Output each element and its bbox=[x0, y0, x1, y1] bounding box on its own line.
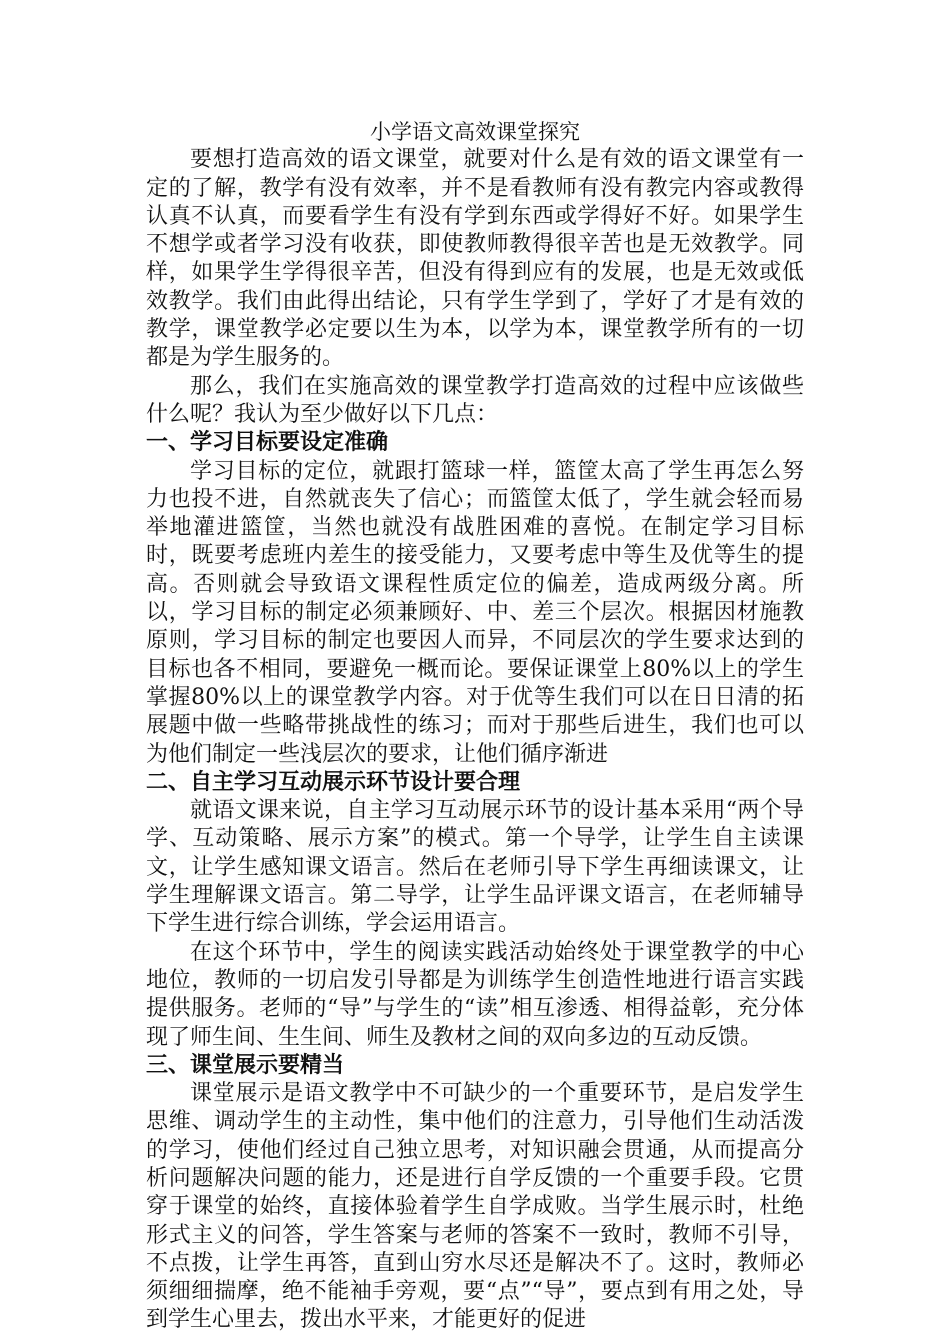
section-3-paragraph-1: 课堂展示是语文教学中不可缺少的一个重要环节，是启发学生思维、调动学生的主动性，集中他们的注意力，引导他们生动活泼的学习，使他们经过自己独立思考，对知识融会贯通，从而提高分析问题解决问题的能力，还是进行自学反馈的一个重要手段。它贯穿于课堂的始终，直接体验着学生自学成败。当学生展示时，杜绝形式主义的问答，学生答案与老师的答案不一致时，教师不引导，不点拨，让学生再答，直到山穷水尽还是解决不了。这时，教师必须细细揣摩，绝不能袖手旁观，要“点”“导”，要点到有用之处，导到学生心里去，拨出水平来，才能更好的促进 bbox=[146, 1081, 804, 1333]
section-2-paragraph-2: 在这个环节中，学生的阅读实践活动始终处于课堂教学的中心地位，教师的一切启发引导都是为训练学生创造性地进行语言实践提供服务。老师的“导”与学生的“读”相互渗透、相得益彰，充分体现了师生间、生生间、师生及教材之间的双向多边的互动反馈。 bbox=[146, 939, 804, 1050]
section-heading-2: 二、自主学习互动展示环节设计要合理 bbox=[146, 769, 521, 795]
intro-paragraph-1: 要想打造高效的语文课堂，就要对什么是有效的语文课堂有一定的了解，教学有没有效率，并不是看教师有没有教完内容或教得认真不认真，而要看学生有没有学到东西或学得好不好。如果学生不想学或者学习没有收获，即使教师教得很辛苦也是无效教学。同样，如果学生学得很辛苦，但没有得到应有的发展，也是无效或低效教学。我们由此得出结论，只有学生学到了，学好了才是有效的教学，课堂教学必定要以生为本，以学为本，课堂教学所有的一切都是为学生服务的。 bbox=[146, 147, 804, 371]
section-2-paragraph-1: 就语文课来说，自主学习互动展示环节的设计基本采用“两个导学、互动策略、展示方案”的模式。第一个导学，让学生自主读课文，让学生感知课文语言。然后在老师引导下学生再细读课文，让学生理解课文语言。第二导学，让学生品评课文语言，在老师辅导下学生进行综合训练，学会运用语言。 bbox=[146, 798, 804, 937]
section-heading-1: 一、学习目标要设定准确 bbox=[146, 430, 389, 456]
section-1-paragraph-1: 学习目标的定位，就跟打篮球一样，篮筐太高了学生再怎么努力也投不进，自然就丧失了信心；而篮筐太低了，学生就会轻而易举地灌进篮筐，当然也就没有战胜困难的喜悦。在制定学习目标时，既要考虑班内差生的接受能力，又要考虑中等生及优等生的提高。否则就会导致语文课程性质定位的偏差，造成两级分离。所以，学习目标的制定必须兼顾好、中、差三个层次。根据因材施教原则，学习目标的制定也要因人而异，不同层次的学生要求达到的目标也各不相同，要避免一概而论。要保证课堂上80%以上的学生掌握80%以上的课堂教学内容。对于优等生我们可以在日日清的拓展题中做一些略带挑战性的练习；而对于那些后进生，我们也可以为他们制定一些浅层次的要求，让他们循序渐进 bbox=[146, 458, 804, 767]
intro-paragraph-2: 那么，我们在实施高效的课堂教学打造高效的过程中应该做些什么呢？我认为至少做好以下几点： bbox=[146, 373, 804, 427]
document-title: 小学语文高效课堂探究 bbox=[370, 120, 580, 144]
document-page bbox=[146, 118, 804, 1335]
section-heading-3: 三、课堂展示要精当 bbox=[146, 1052, 345, 1078]
